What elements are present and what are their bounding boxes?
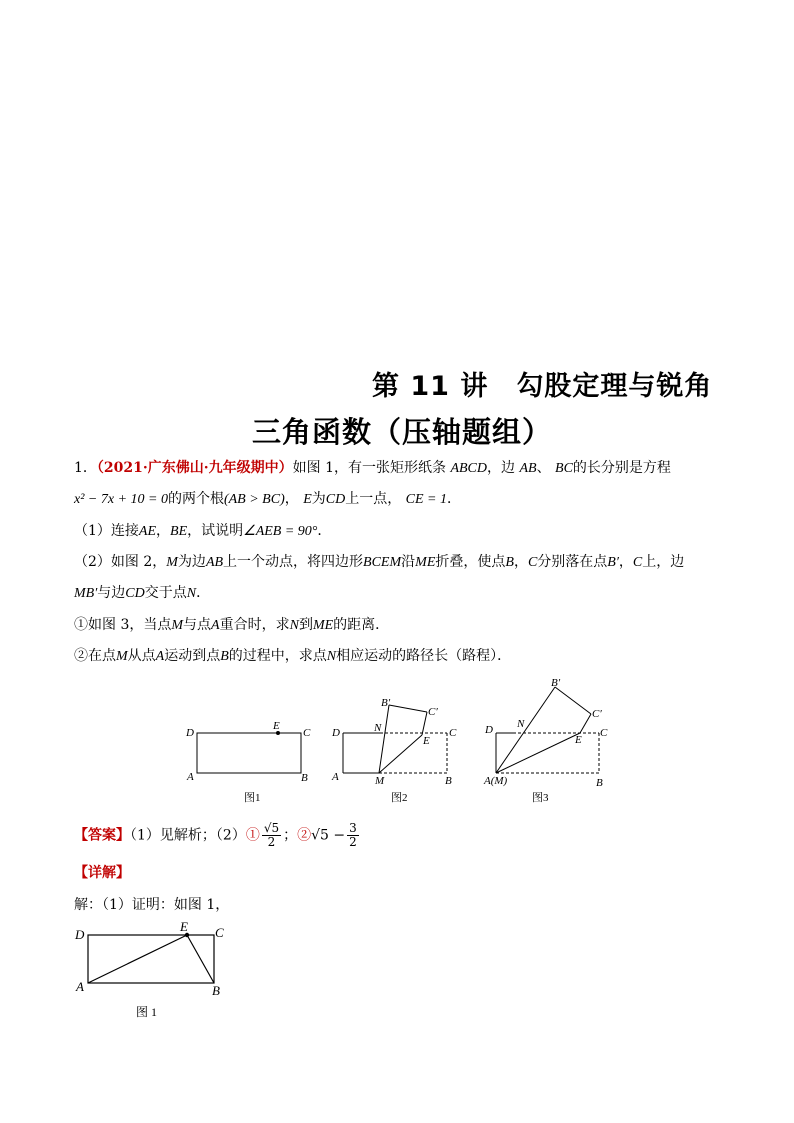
text: 相应运动的路径长（路程）． bbox=[336, 648, 512, 664]
math: C bbox=[632, 555, 643, 570]
solution-figure-1 bbox=[70, 918, 240, 1023]
text: （1）连接 bbox=[74, 523, 139, 539]
page-title-line-1: 第 11 讲 勾股定理与锐角 bbox=[372, 371, 713, 402]
math: C bbox=[527, 555, 538, 570]
fig2-label-n: N bbox=[374, 722, 382, 734]
sol-label-b: B bbox=[212, 983, 220, 998]
math: A bbox=[211, 618, 220, 633]
fig1-label-c: C bbox=[303, 727, 311, 739]
fraction-denominator: 2 bbox=[349, 835, 357, 849]
fig3-label-c: C bbox=[600, 727, 608, 739]
text: ． bbox=[447, 491, 461, 507]
solution-intro: 解：（1）证明：如图 1， bbox=[74, 897, 230, 913]
text: 到 bbox=[298, 617, 313, 633]
equation: x² − 7x + 10 = 0 bbox=[74, 492, 168, 507]
problem-line-3 bbox=[74, 520, 331, 540]
fig2-edge-mbp bbox=[379, 705, 389, 773]
fig2-caption: 图2 bbox=[391, 792, 408, 804]
math: CD bbox=[125, 586, 145, 601]
fig2-label-bp: B′ bbox=[381, 697, 391, 709]
sol-label-d: D bbox=[75, 927, 85, 942]
text: ②在点 bbox=[74, 648, 116, 664]
fig2-label-cp: C′ bbox=[428, 706, 438, 718]
text: 为 bbox=[311, 491, 326, 507]
math: E bbox=[303, 492, 312, 507]
fig3-label-e: E bbox=[575, 734, 582, 746]
figure-3 bbox=[483, 677, 608, 804]
fig2-label-d: D bbox=[332, 727, 340, 739]
math: N bbox=[186, 586, 197, 601]
text: ， bbox=[284, 491, 299, 507]
math: N bbox=[289, 618, 299, 633]
text: 沿 bbox=[401, 554, 416, 570]
fig2-label-e: E bbox=[423, 735, 430, 747]
text: ， bbox=[156, 523, 171, 539]
text: 折叠，使点 bbox=[435, 554, 506, 570]
fig3-label-bp: B′ bbox=[551, 677, 561, 689]
math: CD bbox=[325, 492, 346, 507]
math: ∠AEB = 90° bbox=[243, 524, 318, 539]
math: M bbox=[116, 649, 128, 664]
sol-rectangle bbox=[88, 935, 214, 983]
text: 分别落在点 bbox=[537, 554, 608, 570]
sol-label-a: A bbox=[76, 979, 84, 994]
sol-label-e: E bbox=[180, 919, 188, 934]
fig1-label-a: A bbox=[187, 771, 194, 783]
fig3-label-d: D bbox=[485, 724, 493, 736]
text: 与点 bbox=[183, 617, 212, 633]
text: 上一个动点，将四边形 bbox=[223, 554, 364, 570]
fig2-edge-cpe bbox=[422, 712, 427, 735]
text: 的距离． bbox=[333, 617, 390, 633]
detail-label-text: 【详解】 bbox=[74, 865, 130, 881]
answer-fraction-2 bbox=[347, 822, 359, 849]
math: CE = 1 bbox=[405, 492, 447, 507]
sol-caption: 图 1 bbox=[136, 1005, 158, 1019]
fraction-numerator: √5 bbox=[263, 821, 280, 835]
fig3-edge-bpcp bbox=[555, 687, 591, 714]
math: AB bbox=[205, 555, 224, 570]
problem-line-4 bbox=[74, 551, 684, 571]
fig1-label-d: D bbox=[186, 727, 194, 739]
text: 上，边 bbox=[642, 554, 685, 570]
figure-2 bbox=[331, 697, 457, 804]
sol-segment-eb bbox=[187, 935, 214, 983]
math: (AB > BC) bbox=[223, 492, 285, 507]
problem-line-7 bbox=[74, 645, 511, 665]
sol-label-c: C bbox=[215, 925, 224, 940]
text: 与边 bbox=[97, 585, 126, 601]
fig3-edge-cpe bbox=[580, 714, 591, 733]
text: ， bbox=[618, 554, 633, 570]
problem-line-6 bbox=[74, 614, 389, 634]
fig2-label-a: A bbox=[332, 771, 339, 783]
fig1-rectangle bbox=[197, 733, 301, 773]
math: B bbox=[220, 649, 229, 664]
math: B bbox=[505, 555, 514, 570]
detail-label bbox=[74, 862, 130, 882]
fig3-label-am: A(M) bbox=[484, 775, 508, 787]
text: 从点 bbox=[127, 648, 156, 664]
math: ME bbox=[415, 555, 436, 570]
fig2-edge-me bbox=[379, 735, 422, 773]
problem-number: 1． bbox=[74, 460, 97, 476]
math: A bbox=[155, 649, 165, 664]
fig1-label-e: E bbox=[273, 720, 280, 732]
problem-line-5 bbox=[74, 582, 210, 602]
fig3-label-b: B bbox=[596, 777, 603, 789]
math: B′ bbox=[607, 555, 619, 570]
answer-fraction-1 bbox=[262, 822, 281, 849]
math: BC bbox=[555, 461, 573, 476]
sol-segment-ae bbox=[88, 935, 187, 983]
fig1-label-b: B bbox=[301, 772, 308, 784]
text: ． bbox=[317, 523, 332, 539]
text: ． bbox=[196, 585, 211, 601]
fig3-label-cp: C′ bbox=[592, 708, 602, 720]
text: 的长分别是方程 bbox=[572, 460, 671, 476]
math: BCEM bbox=[363, 555, 402, 570]
math: AB bbox=[519, 461, 537, 476]
fig3-edge-ae bbox=[496, 733, 580, 773]
fig3-caption: 图3 bbox=[532, 792, 549, 804]
math: M bbox=[171, 618, 184, 633]
answer-separator: ； bbox=[283, 827, 298, 844]
fig2-label-c: C bbox=[449, 727, 457, 739]
figure-1 bbox=[185, 720, 311, 804]
answer-line bbox=[74, 822, 361, 849]
problem-source: （2021·广东佛山·九年级期中） bbox=[96, 460, 293, 476]
text: ，边 bbox=[487, 460, 516, 476]
problem-line-1 bbox=[74, 457, 671, 477]
fig3-edge-abp bbox=[496, 687, 555, 773]
math: ME bbox=[312, 618, 334, 633]
text: 运动到点 bbox=[164, 648, 221, 664]
text: 的过程中，求点 bbox=[228, 648, 327, 664]
text: 、 bbox=[536, 460, 551, 476]
fraction-denominator: 2 bbox=[267, 835, 276, 849]
fig2-label-m: M bbox=[375, 775, 385, 787]
math: MB′ bbox=[74, 586, 98, 601]
text: ， bbox=[513, 554, 528, 570]
page-title-line-2: 三角函数（压轴题组） bbox=[252, 415, 553, 449]
answer-label: 【答案】 bbox=[74, 827, 130, 844]
text: 为边 bbox=[177, 554, 206, 570]
fraction-numerator: 3 bbox=[349, 821, 357, 835]
text: 重合时，求 bbox=[219, 617, 290, 633]
text: 的两个根 bbox=[167, 491, 224, 507]
math: AE bbox=[138, 524, 157, 539]
fig1-caption: 图1 bbox=[244, 792, 261, 804]
text: ①如图 3，当点 bbox=[74, 617, 172, 633]
answer-value-2: √5 − bbox=[311, 827, 346, 844]
text: （2）如图 2， bbox=[74, 554, 167, 570]
text: 上一点， bbox=[345, 491, 402, 507]
answer-circle-2: ② bbox=[297, 827, 312, 844]
text: 交于点 bbox=[144, 585, 187, 601]
problem-line-2 bbox=[74, 488, 461, 508]
answer-text: （1）见解析；（2） bbox=[130, 827, 246, 844]
text: ，试说明 bbox=[187, 523, 244, 539]
problem-figures bbox=[170, 670, 630, 810]
answer-circle-1: ① bbox=[245, 827, 260, 844]
fig2-edge-bpcp bbox=[389, 705, 427, 712]
text: 如图 1，有一张矩形纸条 bbox=[292, 460, 446, 476]
fig3-label-n: N bbox=[517, 718, 525, 730]
math: M bbox=[166, 555, 178, 570]
math: ABCD bbox=[450, 461, 488, 476]
math: N bbox=[326, 649, 337, 664]
math: BE bbox=[170, 524, 188, 539]
fig2-label-b: B bbox=[445, 775, 452, 787]
